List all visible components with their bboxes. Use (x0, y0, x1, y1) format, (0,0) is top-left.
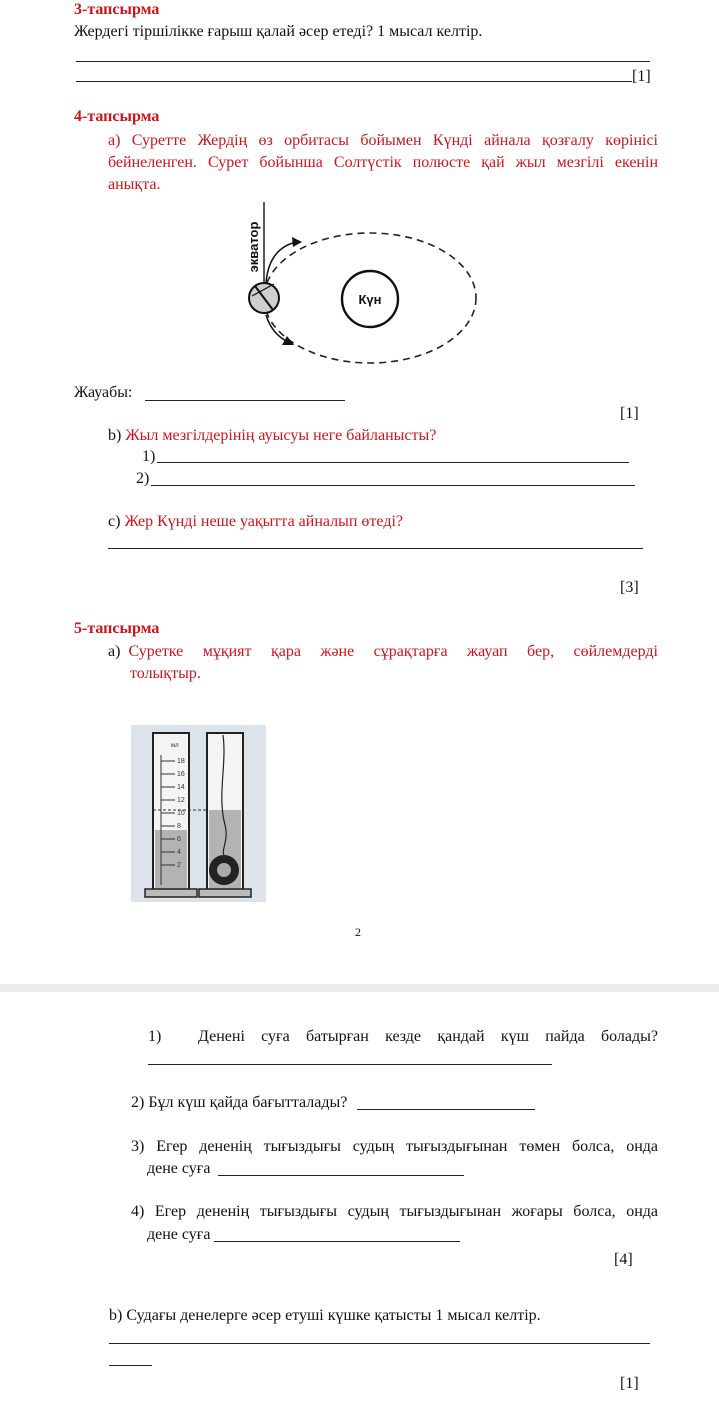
question-4-line2: дене суға (147, 1226, 211, 1243)
answer-line[interactable] (76, 81, 632, 82)
answer-line[interactable] (145, 400, 345, 401)
task5-mark-b: [1] (620, 1375, 639, 1392)
task5-a-prefix: а) (108, 643, 121, 660)
answer-line[interactable] (109, 1343, 650, 1344)
task4-mark-bc: [3] (620, 579, 639, 596)
scale-tick-label: 2 (177, 862, 181, 869)
photo-background (131, 725, 266, 902)
cylinder-right-base (199, 889, 251, 897)
scale-tick-label: 14 (177, 784, 185, 791)
task4-a-line2: бейнеленген. Сурет бойынша Солтүстік полюсте қай жыл мезгілі екенін (108, 154, 658, 171)
task4-b-item2: 2) (136, 470, 150, 487)
task4-mark-a: [1] (620, 405, 639, 422)
task5-a-line2: толықтыр. (130, 665, 201, 682)
page-number: 2 (355, 925, 361, 939)
cylinder-left-base (145, 889, 197, 897)
scale-tick-label: 6 (177, 836, 181, 843)
task5-a-line1: Суретке мұқият қара және сұрақтарға жауап бер, сөйлемдерді (128, 643, 658, 660)
question-3-line2: дене суға (147, 1160, 211, 1177)
question-4-line1: 4) Егер дененің тығыздығы судың тығыздығынан жоғары болса, онда (131, 1203, 658, 1220)
arrow-head-bottom (282, 336, 294, 345)
answer-line[interactable] (108, 548, 643, 549)
scale-tick-label: 4 (177, 849, 181, 856)
task4-b (108, 425, 436, 447)
scale-tick-label: 18 (177, 758, 185, 765)
q1-number: 1) (148, 1028, 162, 1045)
answer-line[interactable] (151, 485, 635, 486)
task3-question: Жердегі тіршілікке ғарыш қалай әсер етеді? 1 мысал келтір. (74, 23, 483, 40)
task4-title: 4-тапсырма (74, 108, 160, 125)
arrow-head-top (292, 237, 302, 247)
task4-b-question: Жыл мезгілдерінің ауысуы неге байланысты? (125, 427, 437, 444)
answer-line[interactable] (214, 1241, 460, 1242)
task4-a-line1: а) Суретте Жердің өз орбитасы бойымен Күнді айнала қозғалу көрінісі (108, 132, 658, 149)
answer-line[interactable] (109, 1365, 152, 1366)
scale-tick-label: 10 (177, 810, 185, 817)
answer-label: Жауабы: (74, 384, 133, 401)
equator-label: экватор (246, 221, 261, 273)
weight-hole (217, 863, 231, 877)
task3-title: 3-тапсырма (74, 1, 160, 18)
sun-label: Күн (358, 292, 382, 307)
answer-line[interactable] (157, 462, 629, 463)
scale-tick-label: 12 (177, 797, 185, 804)
task4-c-question: Жер Күнді неше уақытта айналып өтеді? (124, 513, 403, 530)
task4-b-item1: 1) (142, 448, 156, 465)
task4-c (108, 511, 403, 533)
question-2: 2) Бұл күш қайда бағытталады? (131, 1094, 348, 1111)
answer-line[interactable] (148, 1064, 552, 1065)
q1-text: Денені суға батырған кезде қандай күш пайда болады? (198, 1028, 658, 1045)
task3-mark: [1] (632, 68, 651, 85)
task5-a-line1-row (108, 641, 658, 663)
task4-b-prefix: b) (108, 427, 122, 444)
motion-arrow-bottom (266, 315, 288, 342)
task5-title: 5-тапсырма (74, 620, 160, 637)
scale-tick-label: 16 (177, 771, 185, 778)
unit-label: мл (171, 743, 179, 749)
task4-a-line3: анықта. (108, 176, 161, 193)
answer-line[interactable] (357, 1109, 535, 1110)
question-3-line1: 3) Егер дененің тығыздығы судың тығыздығынан төмен болса, онда (131, 1138, 658, 1155)
answer-line[interactable] (76, 61, 650, 62)
page-break (0, 984, 719, 992)
task4-c-prefix: c) (108, 513, 121, 530)
earth-orbit-diagram (230, 192, 500, 372)
measuring-cylinder-image (131, 725, 266, 902)
task5-mark-a: [4] (614, 1251, 633, 1268)
answer-line[interactable] (218, 1175, 464, 1176)
question-1 (148, 1026, 658, 1048)
task5-b: b) Судағы денелерге әсер етуші күшке қатысты 1 мысал келтір. (109, 1307, 541, 1324)
scale-tick-label: 8 (177, 823, 181, 830)
